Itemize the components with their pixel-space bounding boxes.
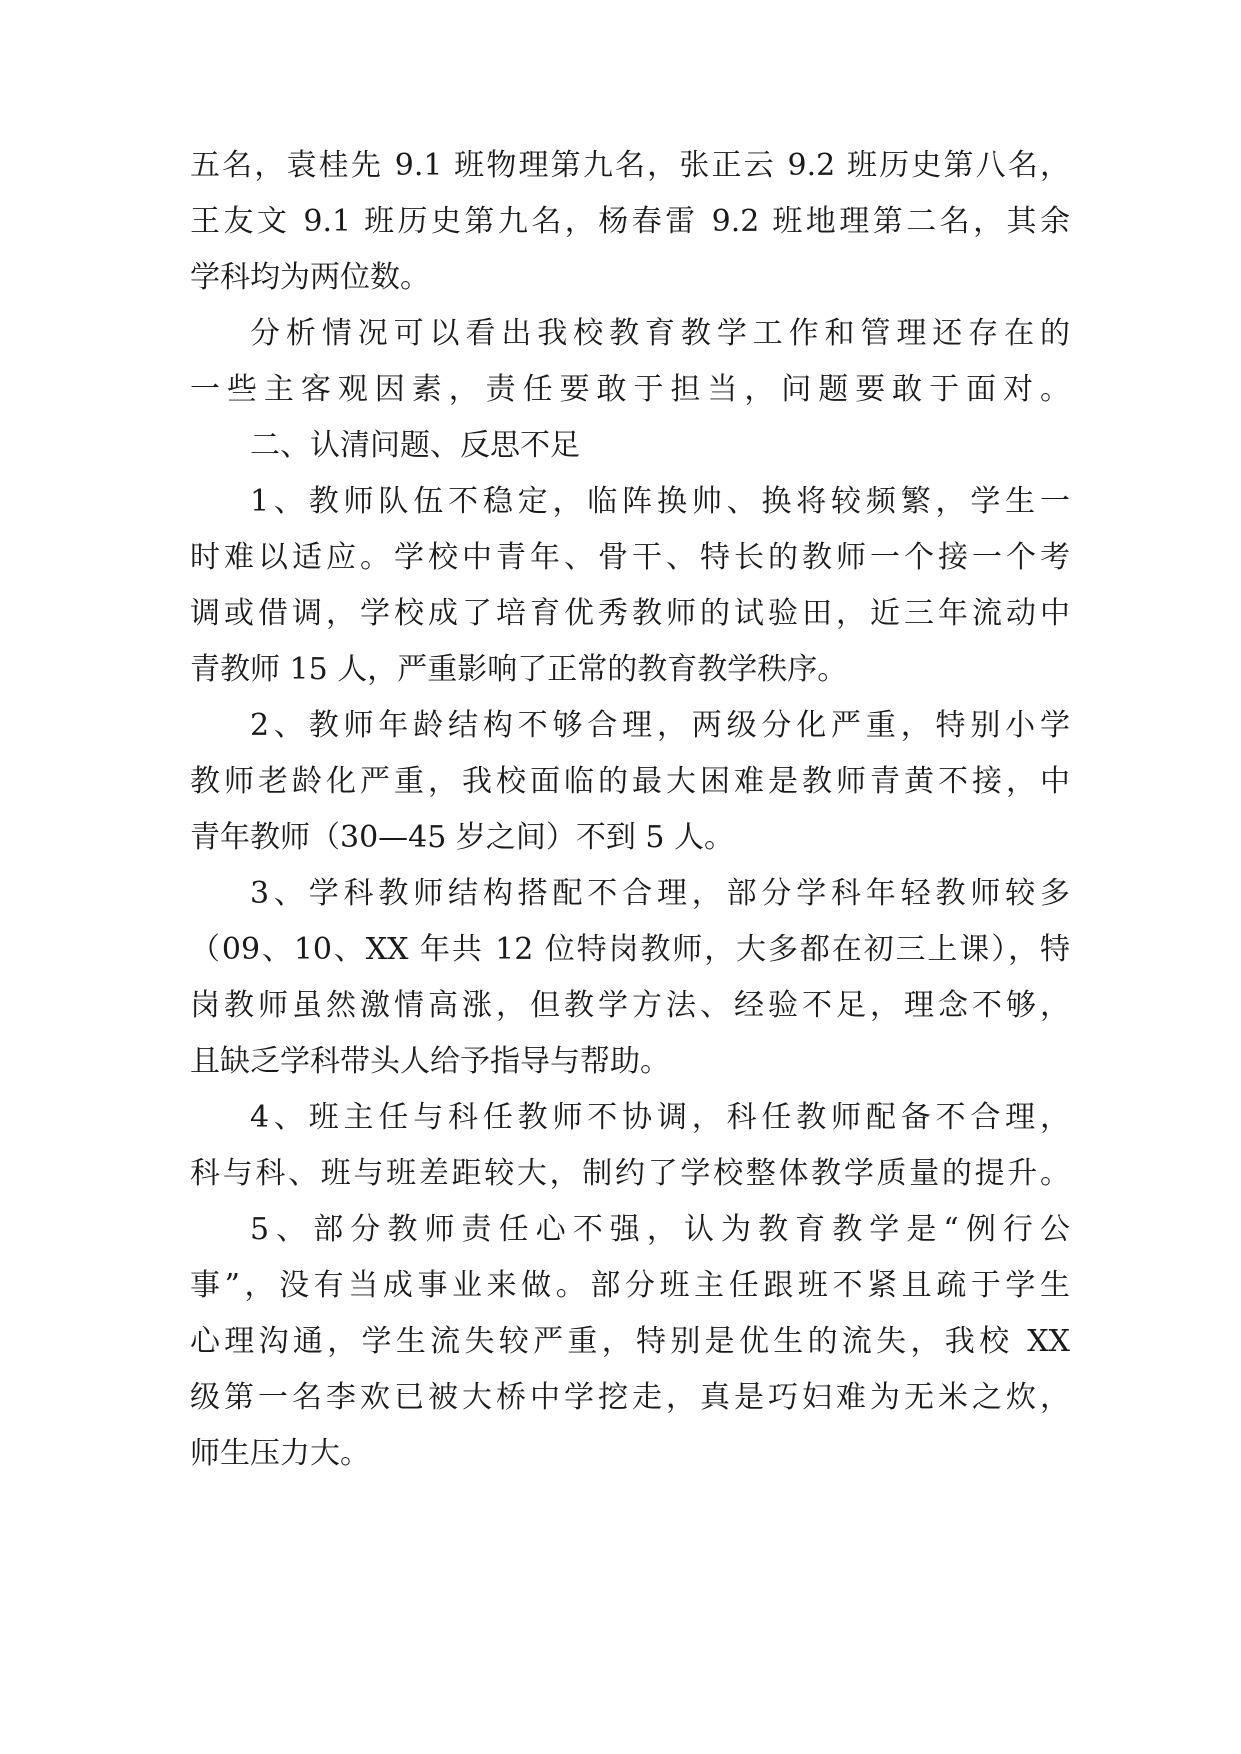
text-line: 事”，没有当成事业来做。部分班主任跟班不紧且疏于学生 (190, 1268, 1070, 1303)
text-line: 师生压力大。 (190, 1436, 370, 1471)
text-line: 青年教师（30—45 岁之间）不到 5 人。 (190, 820, 735, 855)
text-line: 科与科、班与班差距较大，制约了学校整体教学质量的提升。 (190, 1156, 1070, 1191)
text-line: 岗教师虽然激情高涨，但教学方法、经验不足，理念不够， (190, 988, 1070, 1023)
text-line: （09、10、XX 年共 12 位特岗教师，大多都在初三上课），特 (190, 932, 1070, 967)
paragraph-first-line: 5、部分教师责任心不强，认为教育教学是“例行公 (250, 1212, 1070, 1247)
text-line: 学科均为两位数。 (190, 260, 430, 295)
paragraph-first-line: 4、班主任与科任教师不协调，科任教师配备不合理， (250, 1100, 1070, 1135)
text-line: 五名，袁桂先 9.1 班物理第九名，张正云 9.2 班历史第八名， (190, 148, 1070, 183)
text-line: 时难以适应。学校中青年、骨干、特长的教师一个接一个考 (190, 540, 1070, 575)
text-line: 一些主客观因素，责任要敢于担当，问题要敢于面对。 (190, 372, 1070, 407)
section-heading: 二、认清问题、反思不足 (250, 428, 580, 463)
paragraph-first-line: 2、教师年龄结构不够合理，两级分化严重，特别小学 (250, 708, 1070, 743)
text-line: 且缺乏学科带头人给予指导与帮助。 (190, 1044, 670, 1079)
paragraph-first-line: 分析情况可以看出我校教育教学工作和管理还存在的 (250, 316, 1070, 351)
text-line: 调或借调，学校成了培育优秀教师的试验田，近三年流动中 (190, 596, 1070, 631)
paragraph-first-line: 1、教师队伍不稳定，临阵换帅、换将较频繁，学生一 (250, 484, 1070, 519)
text-line: 教师老龄化严重，我校面临的最大困难是教师青黄不接，中 (190, 764, 1070, 799)
text-line: 青教师 15 人，严重影响了正常的教育教学秩序。 (190, 652, 848, 687)
text-line: 王友文 9.1 班历史第九名，杨春雷 9.2 班地理第二名，其余 (190, 204, 1070, 239)
text-line: 级第一名李欢已被大桥中学挖走，真是巧妇难为无米之炊， (190, 1380, 1070, 1415)
text-line: 心理沟通，学生流失较严重，特别是优生的流失，我校 XX (190, 1324, 1070, 1359)
paragraph-first-line: 3、学科教师结构搭配不合理，部分学科年轻教师较多 (250, 876, 1070, 911)
